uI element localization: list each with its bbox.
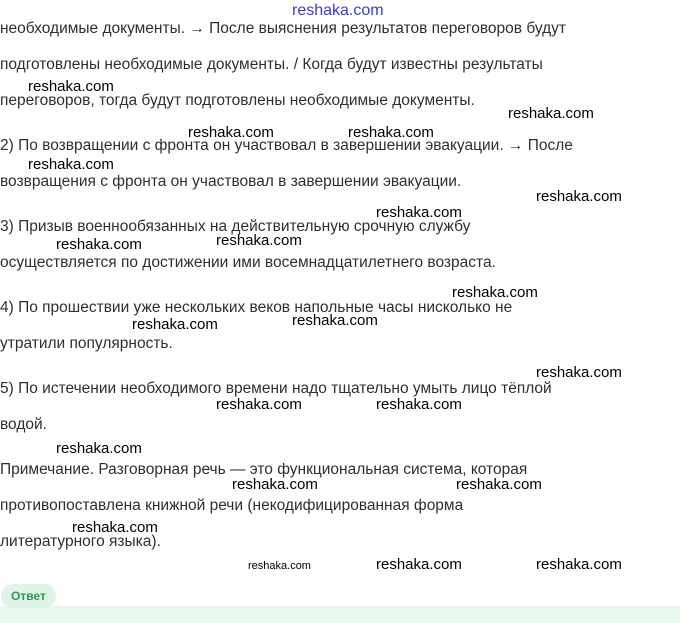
answer-panel	[0, 606, 680, 623]
text-line-3: переговоров, тогда будут подготовлены необходимые документы.	[0, 92, 475, 109]
watermark: reshaka.com	[216, 232, 302, 249]
answer-badge: Ответ	[1, 584, 56, 608]
text-line-1: необходимые документы. → После выяснения результатов переговоров будут	[0, 20, 566, 37]
watermark: reshaka.com	[456, 476, 542, 493]
text-line-8: 4) По прошествии уже нескольких веков напольные часы нисколько не	[0, 299, 513, 316]
watermark: reshaka.com	[292, 312, 378, 329]
watermark: reshaka.com	[248, 560, 311, 572]
watermark: reshaka.com	[232, 476, 318, 493]
watermark: reshaka.com	[536, 556, 622, 573]
watermark: reshaka.com	[216, 396, 302, 413]
watermark: reshaka.com	[508, 105, 594, 122]
watermark: reshaka.com	[28, 78, 114, 95]
watermark: reshaka.com	[28, 156, 114, 173]
text-line-2: подготовлены необходимые документы. / Когда будут известны результаты	[0, 56, 543, 73]
text-line-14: литературного языка).	[0, 533, 161, 550]
watermark: reshaka.com	[376, 204, 462, 221]
text-line-12: Примечание. Разговорная речь — это функциональная система, которая	[0, 461, 528, 478]
watermark: reshaka.com	[56, 440, 142, 457]
text-line-10: 5) По истечении необходимого времени надо тщательно умыть лицо тёплой	[0, 380, 552, 397]
text-line-4: 2) По возвращении с фронта он участвовал в завершении эвакуации. → После	[0, 137, 573, 154]
watermark: reshaka.com	[72, 519, 158, 536]
watermark: reshaka.com	[536, 364, 622, 381]
watermark: reshaka.com	[56, 236, 142, 253]
watermark: reshaka.com	[132, 316, 218, 333]
text-line-7: осуществляется по достижении ими восемнадцатилетнего возраста.	[0, 254, 496, 271]
text-line-9: утратили популярность.	[0, 335, 173, 352]
watermark: reshaka.com	[376, 396, 462, 413]
watermark: reshaka.com	[376, 556, 462, 573]
text-line-6: 3) Призыв военнообязанных на действительную срочную службу	[0, 218, 471, 235]
watermark: reshaka.com	[536, 188, 622, 205]
watermark: reshaka.com	[188, 124, 274, 141]
text-line-13: противопоставлена книжной речи (некодифицированная форма	[0, 497, 464, 514]
watermark: reshaka.com	[348, 124, 434, 141]
text-line-11: водой.	[0, 416, 47, 433]
watermark: reshaka.com	[292, 2, 384, 19]
text-line-5: возвращения с фронта он участвовал в завершении эвакуации.	[0, 173, 462, 190]
watermark: reshaka.com	[452, 284, 538, 301]
